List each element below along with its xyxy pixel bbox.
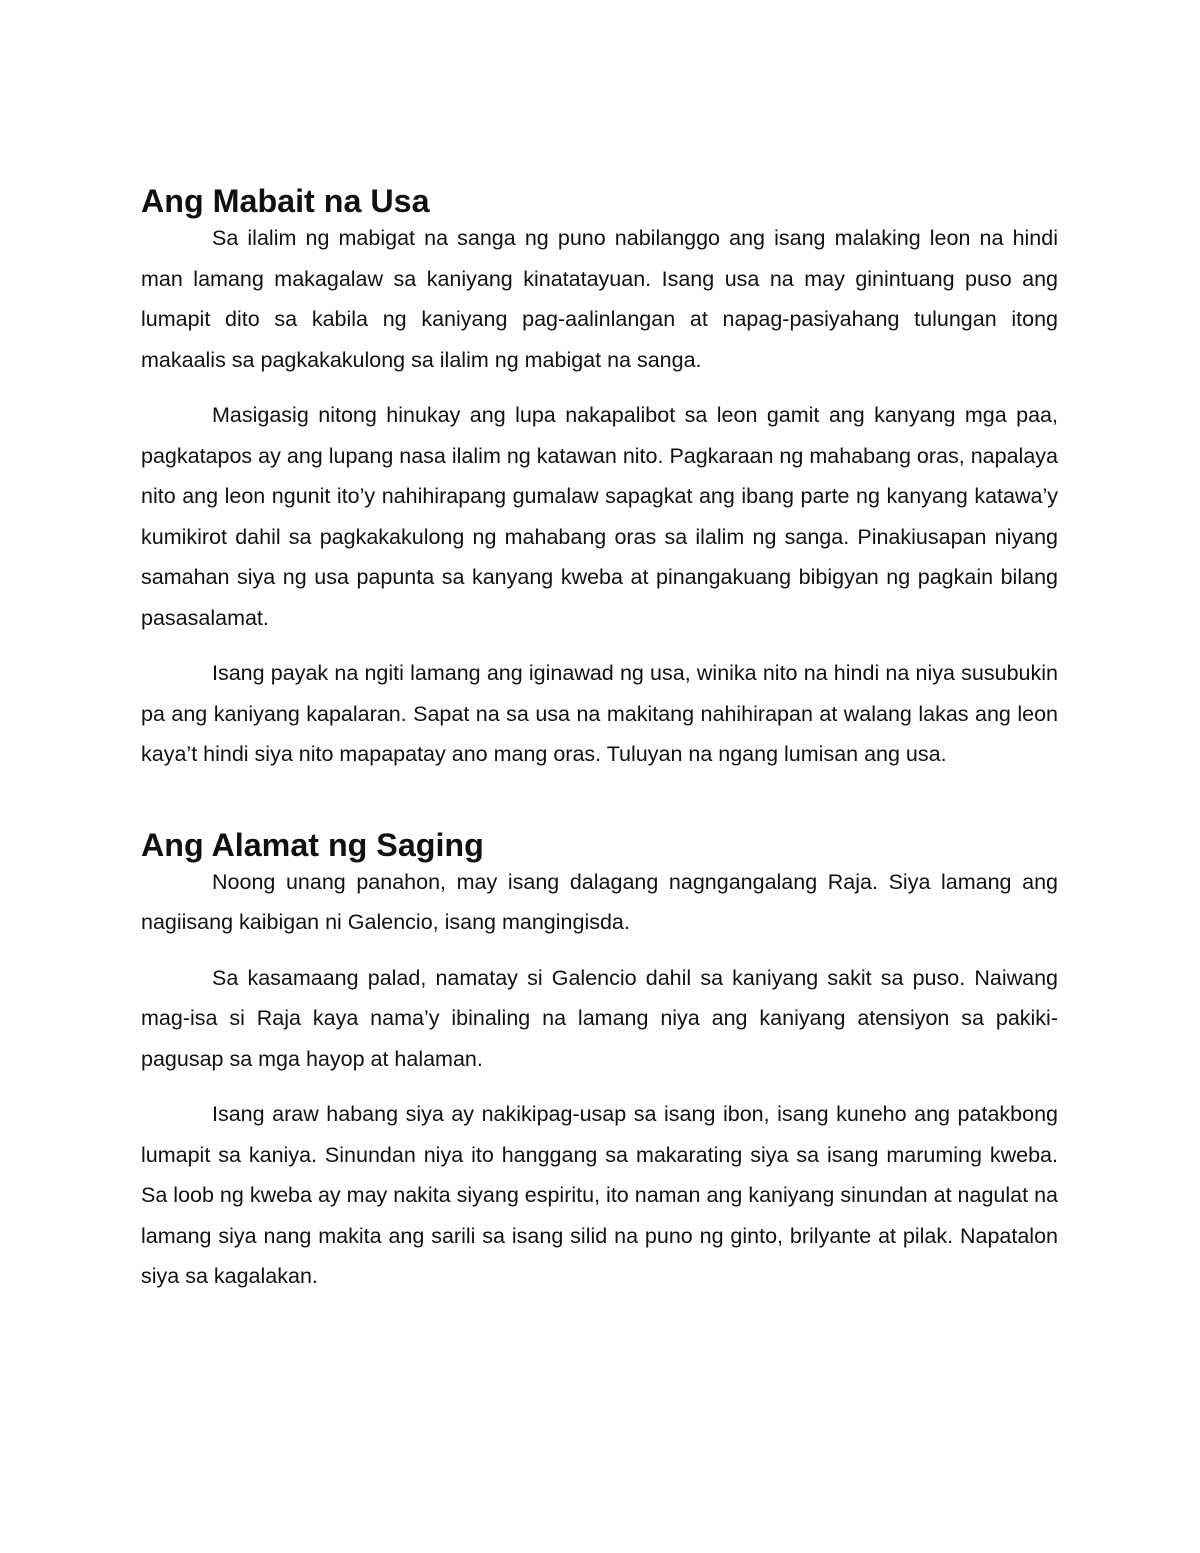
story-paragraph: Masigasig nitong hinukay ang lupa nakapalibot sa leon gamit ang kanyang mga paa, pagkatapos ay ang lupang nasa ilalim ng katawan nito. Pagkaraan ng mahabang oras, napalaya nito ang leon ngunit ito’y nahihirapang gumalaw sapagkat ang ibang parte ng kanyang katawa’y kumikirot dahil sa pagkakakulong ng mahabang oras sa ilalim ng sanga. Pinakiusapan niyang samahan siya ng usa papunta sa kanyang kweba at pinangakuang bibigyan ng pagkain bilang pasasalamat. xyxy=(141,403,1058,630)
story-ang-mabait-na-usa xyxy=(141,184,1058,775)
story-paragraph: Sa kasamaang palad, namatay si Galencio dahil sa kaniyang sakit sa puso. Naiwang mag-isa si Raja kaya nama’y ibinaling na lamang niya ang kaniyang atensiyon sa pakiki-pagusap sa mga hayop at halaman. xyxy=(141,965,1058,1071)
story-paragraph: Noong unang panahon, may isang dalagang nagngangalang Raja. Siya lamang ang nagiisang kaibigan ni Galencio, isang mangingisda. xyxy=(141,869,1058,934)
story-paragraph: Isang payak na ngiti lamang ang iginawad ng usa, winika nito na hindi na niya susubukin pa ang kaniyang kapalaran. Sapat na sa usa na makitang nahihirapan at walang lakas ang leon kaya’t hindi siya nito mapapatay ano mang oras. Tuluyan na ngang lumisan ang usa. xyxy=(141,661,1058,766)
story-title: Ang Alamat ng Saging xyxy=(141,826,484,863)
story-paragraph: Isang araw habang siya ay nakikipag-usap sa isang ibon, isang kuneho ang patakbong lumapit sa kaniya. Sinundan niya ito hanggang sa makarating siya sa isang maruming kweba. Sa loob ng kweba ay may nakita siyang espiritu, ito naman ang kaniyang sinundan at nagulat na lamang siya nang makita ang sarili sa isang silid na puno ng ginto, brilyante at pilak. Napatalon siya sa kagalakan. xyxy=(141,1102,1058,1288)
story-paragraph: Sa ilalim ng mabigat na sanga ng puno nabilanggo ang isang malaking leon na hindi man lamang makagalaw sa kaniyang kinatatayuan. Isang usa na may ginintuang puso ang lumapit dito sa kabila ng kaniyang pag-aalinlangan at napag-pasiyahang tulungan itong makaalis sa pagkakakulong sa ilalim ng mabigat na sanga. xyxy=(141,226,1058,372)
story-ang-alamat-ng-saging xyxy=(141,828,1058,1297)
document-page xyxy=(141,184,1058,1312)
story-title: Ang Mabait na Usa xyxy=(141,183,430,219)
